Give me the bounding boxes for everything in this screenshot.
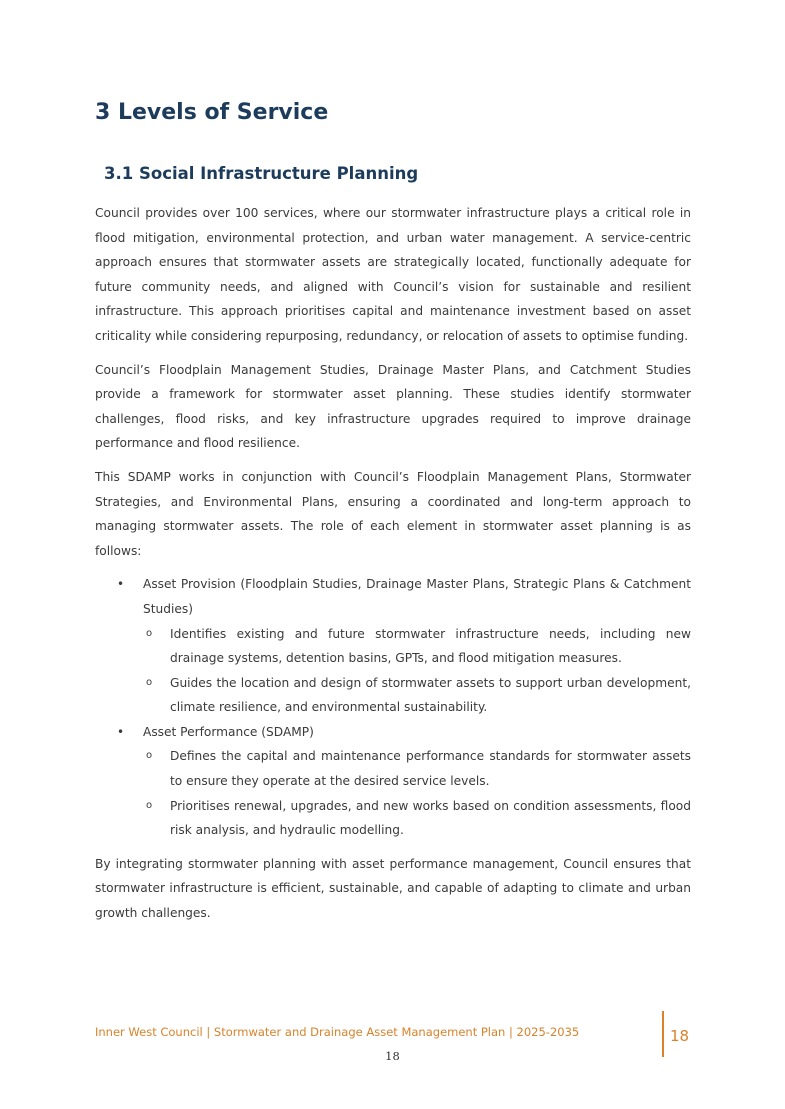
- circle-bullet-icon: o: [146, 750, 153, 762]
- paragraph-1: Council provides over 100 services, where our stormwater infrastructure plays a critical role in flood mitigation, environmental protection, and urban water management. A service-centric approach ensures that stormwater assets are strategically located, functionally adequate for future community needs, and aligned with Council’s vision for sustainable and resilient infrastructure. This approach prioritises capital and maintenance investment based on asset criticality while considering repurposing, redundancy, or relocation of assets to optimise funding.: [95, 206, 691, 343]
- bullet-list: [95, 572, 691, 843]
- sub-list-item: [95, 671, 691, 720]
- body-content: [95, 201, 691, 935]
- sub-list-item-text: Identifies existing and future stormwater infrastructure needs, including new drainage systems, detention basins, GPTs, and flood mitigation measures.: [170, 626, 691, 666]
- circle-bullet-icon: o: [146, 627, 153, 639]
- footer-title: Inner West Council | Stormwater and Drainage Asset Management Plan | 2025-2035: [95, 1025, 580, 1039]
- bullet-icon: •: [117, 577, 125, 592]
- footer-page-number: 18: [670, 1027, 690, 1045]
- page-number: 18: [385, 1049, 400, 1063]
- paragraph-2: Council’s Floodplain Management Studies, Drainage Master Plans, and Catchment Studies provide a framework for stormwater asset planning. These studies identify stormwater challenges, flood risks, and key infrastructure upgrades required to improve drainage performance and flood resilience.: [95, 362, 691, 451]
- list-item-text: Asset Provision (Floodplain Studies, Drainage Master Plans, Strategic Plans & Catchment Studies): [143, 577, 691, 616]
- subsection-heading: 3.1 Social Infrastructure Planning: [104, 164, 419, 183]
- list-item-text: Asset Performance (SDAMP): [143, 724, 314, 739]
- bullet-icon: •: [117, 724, 125, 739]
- sub-list-item-text: Prioritises renewal, upgrades, and new works based on condition assessments, flood risk analysis, and hydraulic modelling.: [170, 798, 691, 838]
- closing-paragraph: By integrating stormwater planning with asset performance management, Council ensures that stormwater infrastructure is efficient, sustainable, and capable of adapting to climate and urban growth challenges.: [95, 856, 691, 921]
- circle-bullet-icon: o: [146, 676, 153, 688]
- circle-bullet-icon: o: [146, 799, 153, 811]
- sub-list-item-text: Guides the location and design of stormwater assets to support urban development, climate resilience, and environmental sustainability.: [170, 675, 691, 715]
- sub-list-item: [95, 622, 691, 671]
- list-item: [95, 720, 691, 745]
- list-item: [95, 572, 691, 621]
- sub-list-item: [95, 794, 691, 843]
- paragraph-3: This SDAMP works in conjunction with Council’s Floodplain Management Plans, Stormwater Strategies, and Environmental Plans, ensuring a coordinated and long-term approach to managing stormwater assets. The role of each element in stormwater asset planning is as follows:: [95, 469, 691, 558]
- sub-list-item: [95, 744, 691, 793]
- section-heading: 3 Levels of Service: [95, 100, 329, 125]
- sub-list-item-text: Defines the capital and maintenance performance standards for stormwater assets to ensure they operate at the desired service levels.: [170, 749, 691, 789]
